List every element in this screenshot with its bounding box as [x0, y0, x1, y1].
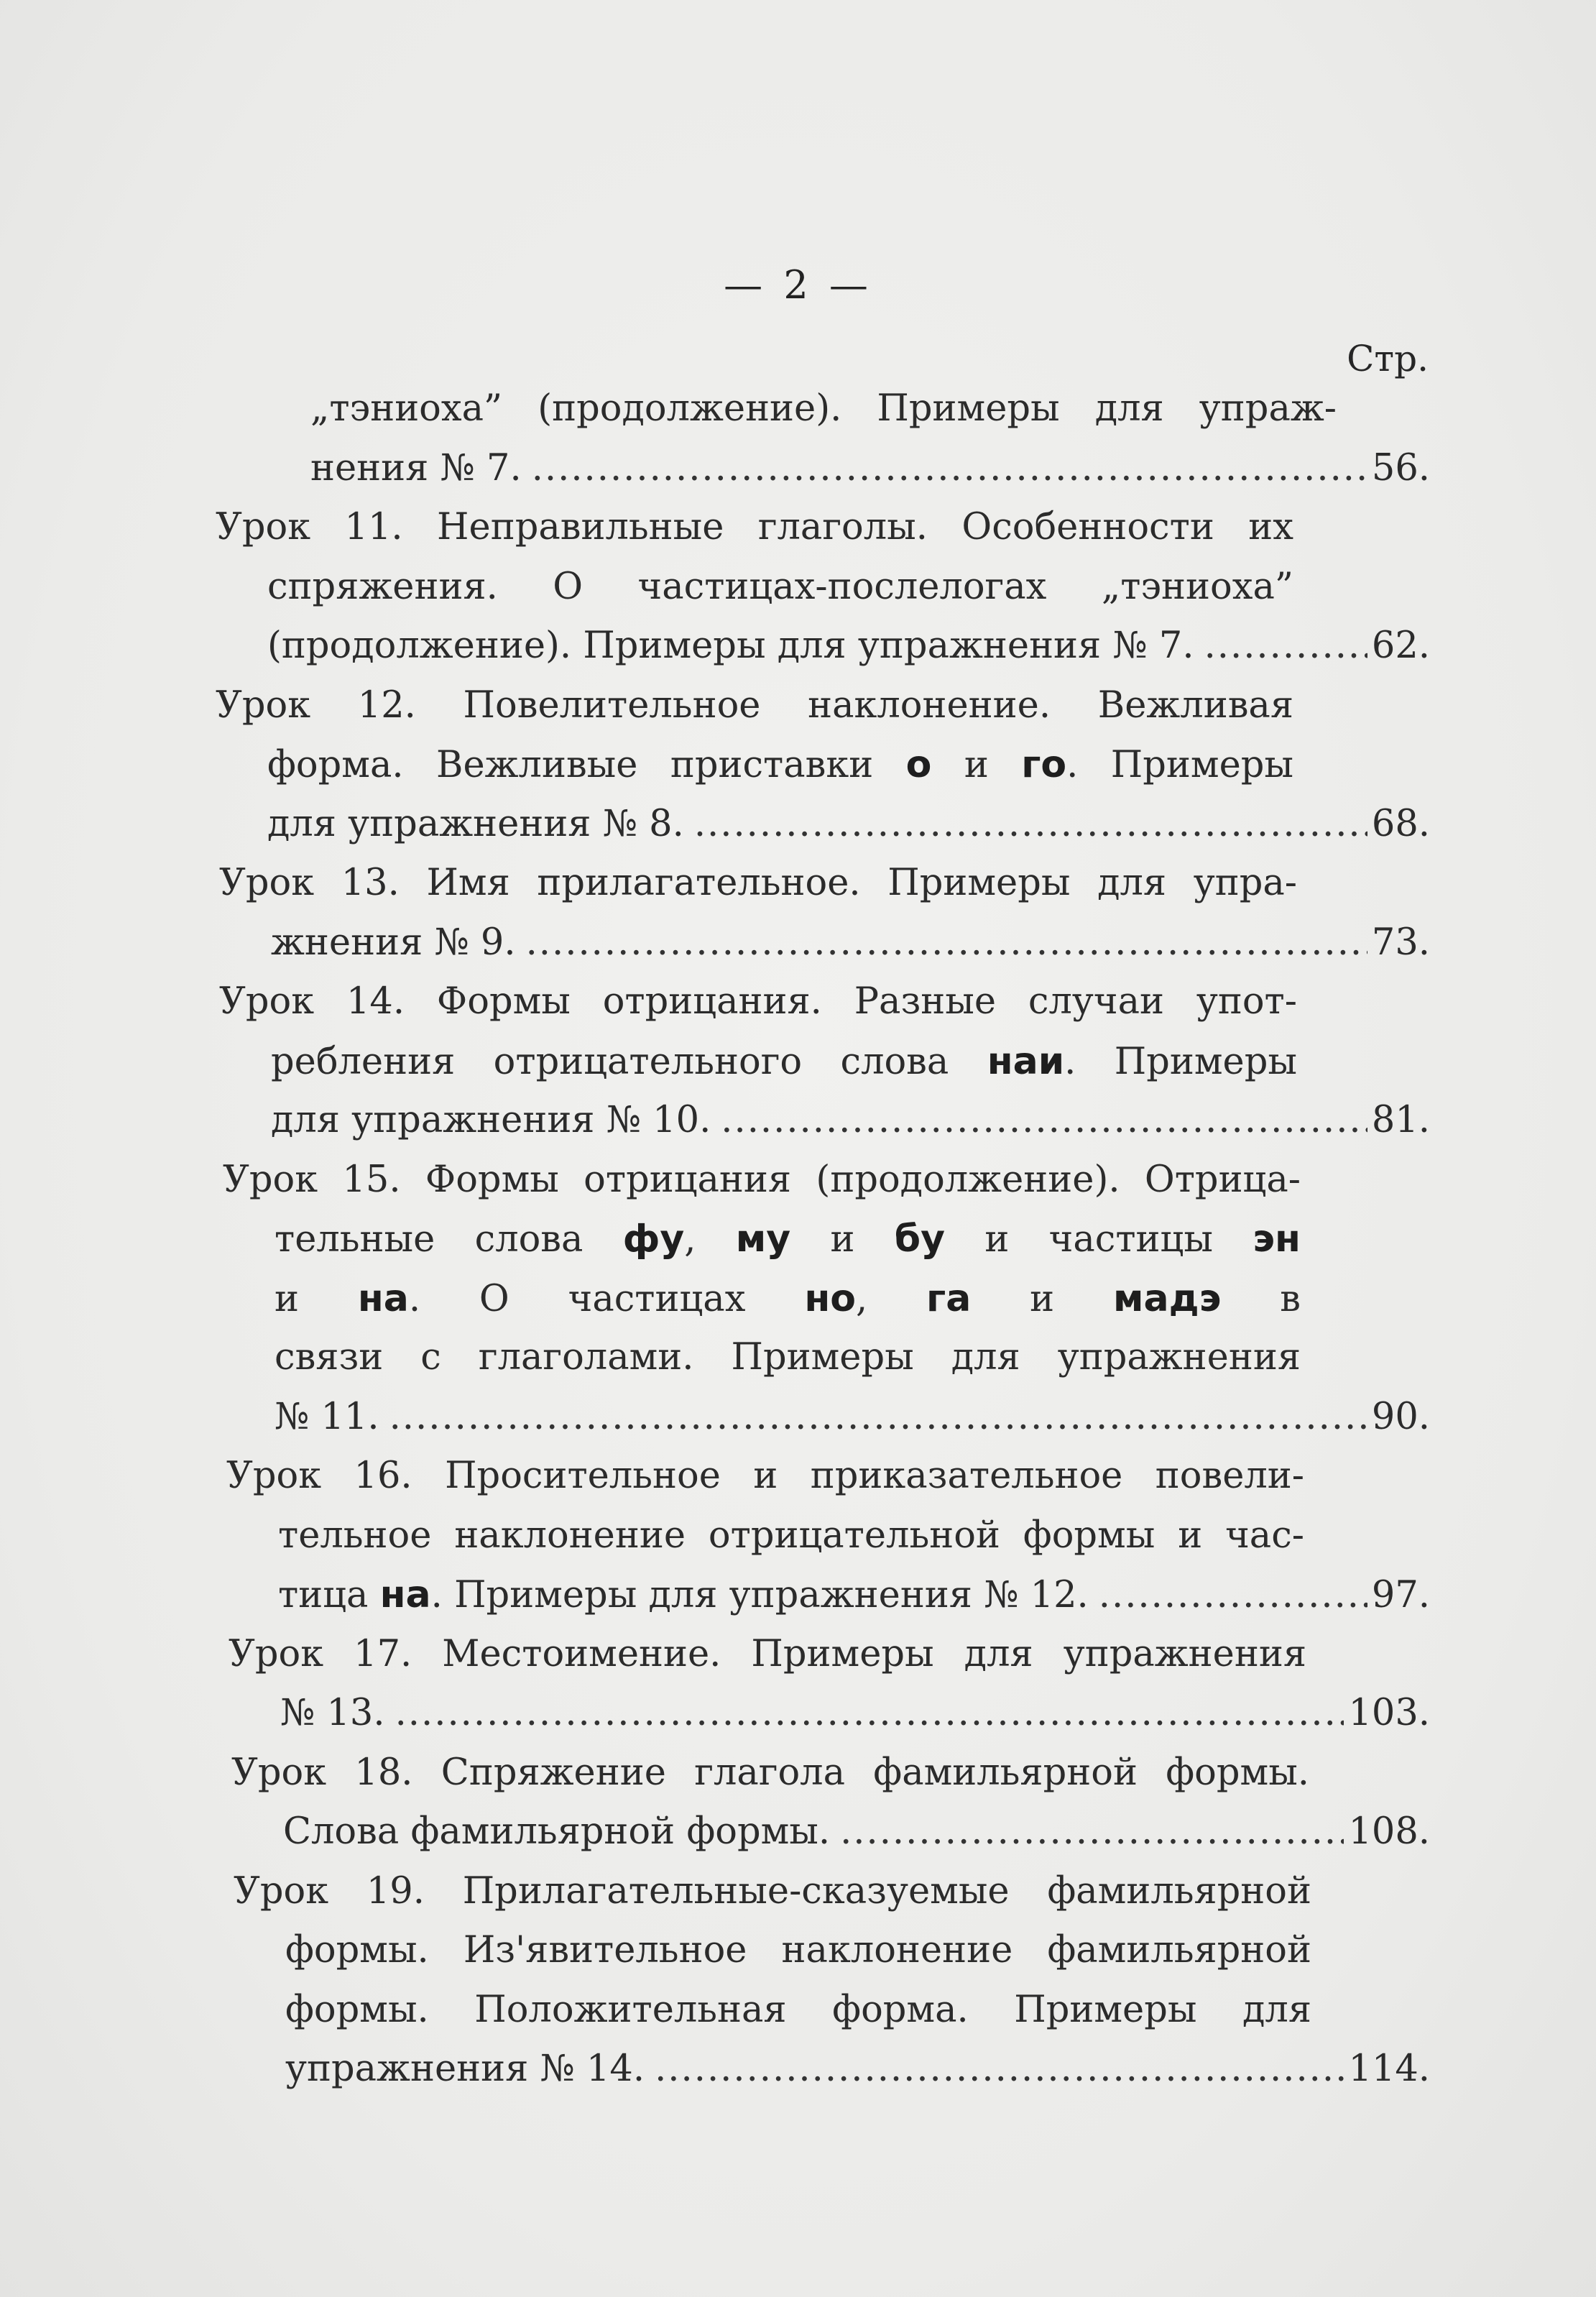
- dot-leader: [840, 1803, 1344, 1861]
- toc-entry-line: [278, 1506, 1304, 1565]
- toc-line-text: [216, 676, 1293, 735]
- toc-line-text: [285, 2040, 645, 2099]
- page-ref: 81.: [1371, 1099, 1430, 1141]
- toc-entry-last-line: [278, 1565, 1430, 1624]
- toc-entry-line: [219, 972, 1297, 1031]
- toc-text-fragment: „тэниоха” (продолжение). Примеры для упраж-: [310, 387, 1337, 430]
- toc-line-text: [275, 1269, 1301, 1328]
- toc-entry-last-line: [285, 2040, 1430, 2099]
- toc-text-fragment: (продолжение). Примеры для упражнения № 7.: [267, 625, 1194, 667]
- toc-line-text: [229, 1625, 1306, 1684]
- page-ref: 62.: [1371, 625, 1430, 667]
- toc-text-fragment: тица: [278, 1574, 380, 1616]
- toc-text-fragment: Урок 16. Просительное и приказательное повели-: [226, 1455, 1304, 1497]
- toc-text-fragment: спряжения. О частицах-послелогах „тэниоха”: [267, 565, 1293, 608]
- toc-line-text: [275, 1388, 379, 1447]
- dot-leader: [389, 1388, 1367, 1447]
- toc-line-text: [275, 1328, 1301, 1387]
- toc-text-fragment: формы. Положительная форма. Примеры для: [285, 1988, 1311, 2031]
- toc-entry-line: [216, 676, 1293, 735]
- toc-text-fragment: тельные слова: [275, 1218, 623, 1261]
- toc-text-fragment: и: [931, 744, 1022, 786]
- toc-text-fragment: формы. Из'явительное наклонение фамильярной: [285, 1929, 1311, 1971]
- toc-entry-line: [267, 558, 1293, 617]
- toc-text-fragment: и: [790, 1218, 895, 1261]
- toc-line-text: [285, 1981, 1311, 2040]
- toc-line-text: [267, 558, 1293, 617]
- toc-text-fragment: Урок 15. Формы отрицания (продолжение). Отрица-: [223, 1158, 1301, 1201]
- page-ref: 68.: [1371, 802, 1430, 845]
- toc-text-fragment: № 13.: [280, 1692, 385, 1734]
- toc-text-fragment: № 11.: [275, 1395, 379, 1438]
- toc-line-text: [278, 1565, 1089, 1624]
- particle-bold: эн: [1253, 1217, 1301, 1261]
- toc-text-fragment: жнения № 9.: [271, 921, 516, 964]
- toc-text-fragment: для упражнения № 10.: [271, 1099, 711, 1141]
- page-ref: 73.: [1371, 921, 1430, 964]
- toc-entry-line: [275, 1210, 1301, 1269]
- dot-leader: [1099, 1566, 1367, 1624]
- toc-line-text: [280, 1684, 385, 1743]
- toc-text-fragment: для упражнения № 8.: [267, 802, 684, 845]
- toc-text-fragment: упражнения № 14.: [285, 2048, 645, 2090]
- particle-bold: наи: [987, 1039, 1065, 1083]
- toc-entry-line: [310, 379, 1337, 438]
- page-ref: 90.: [1371, 1395, 1430, 1438]
- toc-line-text: [275, 1210, 1301, 1269]
- toc-text-fragment: . Примеры для упражнения № 12.: [430, 1574, 1089, 1616]
- toc-text-fragment: ребления отрицательного слова: [271, 1040, 987, 1083]
- toc-entry-line: [231, 1744, 1309, 1803]
- toc-entry-line: [219, 854, 1297, 913]
- toc-text-fragment: и: [971, 1277, 1113, 1320]
- toc-line-text: [223, 1151, 1301, 1210]
- toc-text-fragment: Слова фамильярной формы.: [283, 1810, 831, 1853]
- toc-entry-line: [267, 735, 1293, 794]
- particle-bold: о: [905, 743, 932, 786]
- toc-entry-line: [234, 1862, 1311, 1921]
- particle-bold: мадэ: [1113, 1276, 1222, 1320]
- dot-leader: [1204, 617, 1367, 676]
- page-ref: 56.: [1371, 446, 1430, 489]
- dot-leader: [721, 1091, 1367, 1150]
- toc-entry-line: [275, 1269, 1301, 1328]
- particle-bold: на: [357, 1276, 409, 1320]
- toc-text-fragment: нения № 7.: [310, 446, 522, 489]
- toc-entry-last-line: [267, 617, 1430, 676]
- toc-text-fragment: Урок 13. Имя прилагательное. Примеры для упра-: [219, 862, 1297, 904]
- particle-bold: га: [926, 1276, 972, 1320]
- toc-entry-line: [216, 498, 1293, 557]
- toc-line-text: [234, 1862, 1311, 1921]
- particle-bold: го: [1021, 743, 1067, 786]
- page-ref: 114.: [1348, 2048, 1430, 2090]
- toc-entry-line: [229, 1625, 1306, 1684]
- toc-text-fragment: . Примеры: [1064, 1040, 1297, 1083]
- toc-text-fragment: Урок 19. Прилагательные-сказуемые фамильярной: [234, 1869, 1311, 1912]
- toc-line-text: [231, 1744, 1309, 1803]
- toc-entry-line: [285, 1921, 1311, 1980]
- toc-text-fragment: Урок 12. Повелительное наклонение. Вежливая: [216, 683, 1293, 727]
- toc-text-fragment: . О частицах: [408, 1277, 805, 1320]
- toc-line-text: [271, 913, 516, 972]
- toc-text-fragment: . Примеры: [1066, 744, 1293, 786]
- toc-line-text: [285, 1921, 1311, 1980]
- particle-bold: но: [804, 1276, 856, 1320]
- toc-entry-last-line: [310, 439, 1430, 498]
- toc-line-text: [226, 1447, 1304, 1506]
- toc-line-text: [278, 1506, 1304, 1565]
- toc-text-fragment: ,: [855, 1277, 927, 1320]
- toc-text-fragment: форма. Вежливые приставки: [267, 744, 906, 786]
- dot-leader: [526, 913, 1367, 972]
- page-column-header: Стр.: [1347, 338, 1429, 379]
- dot-leader: [694, 795, 1367, 854]
- toc-line-text: [271, 1091, 711, 1150]
- toc-line-text: [271, 1032, 1297, 1091]
- toc-line-text: [219, 854, 1297, 913]
- toc-line-text: [267, 735, 1293, 794]
- toc-entry-last-line: [271, 913, 1430, 972]
- page-number: — 2 —: [724, 262, 872, 308]
- toc-text-fragment: и частицы: [945, 1218, 1253, 1261]
- particle-bold: на: [379, 1573, 431, 1616]
- dot-leader: [395, 1684, 1344, 1743]
- toc-text-fragment: в: [1221, 1277, 1301, 1320]
- toc-entry-line: [226, 1447, 1304, 1506]
- dot-leader: [655, 2040, 1344, 2099]
- toc-line-text: [267, 795, 684, 854]
- toc-line-text: [216, 498, 1293, 557]
- toc-text-fragment: Урок 14. Формы отрицания. Разные случаи упот-: [219, 980, 1297, 1023]
- particle-bold: бу: [894, 1217, 946, 1261]
- toc-text-fragment: ,: [684, 1218, 736, 1261]
- toc-entry-line: [271, 1032, 1297, 1091]
- toc-text-fragment: Урок 11. Неправильные глаголы. Особенности их: [216, 506, 1293, 548]
- dot-leader: [532, 439, 1367, 498]
- toc-text-fragment: и: [275, 1277, 358, 1320]
- toc-text-fragment: Урок 18. Спряжение глагола фамильярной формы.: [231, 1751, 1309, 1794]
- toc-entry-last-line: [275, 1388, 1430, 1447]
- page-ref: 97.: [1371, 1574, 1430, 1616]
- toc-line-text: [283, 1803, 830, 1861]
- page-ref: 108.: [1348, 1810, 1430, 1853]
- toc-entry-last-line: [283, 1803, 1430, 1861]
- toc-text-fragment: связи с глаголами. Примеры для упражнения: [275, 1336, 1301, 1378]
- toc-entry-last-line: [271, 1091, 1430, 1150]
- toc-entry-line: [223, 1151, 1301, 1210]
- page-ref: 103.: [1348, 1692, 1430, 1734]
- toc-text-fragment: тельное наклонение отрицательной формы и час-: [278, 1514, 1304, 1557]
- toc-entry-line: [275, 1328, 1301, 1387]
- particle-bold: фу: [622, 1217, 685, 1261]
- toc-entry-last-line: [267, 795, 1430, 854]
- toc-line-text: [219, 972, 1297, 1031]
- toc-line-text: [310, 439, 522, 498]
- toc-line-text: [267, 617, 1194, 676]
- toc-entry-last-line: [280, 1684, 1430, 1743]
- toc-text-fragment: Урок 17. Местоимение. Примеры для упражнения: [229, 1632, 1306, 1675]
- toc-entry-line: [285, 1981, 1311, 2040]
- particle-bold: му: [735, 1217, 791, 1261]
- toc-line-text: [310, 379, 1337, 438]
